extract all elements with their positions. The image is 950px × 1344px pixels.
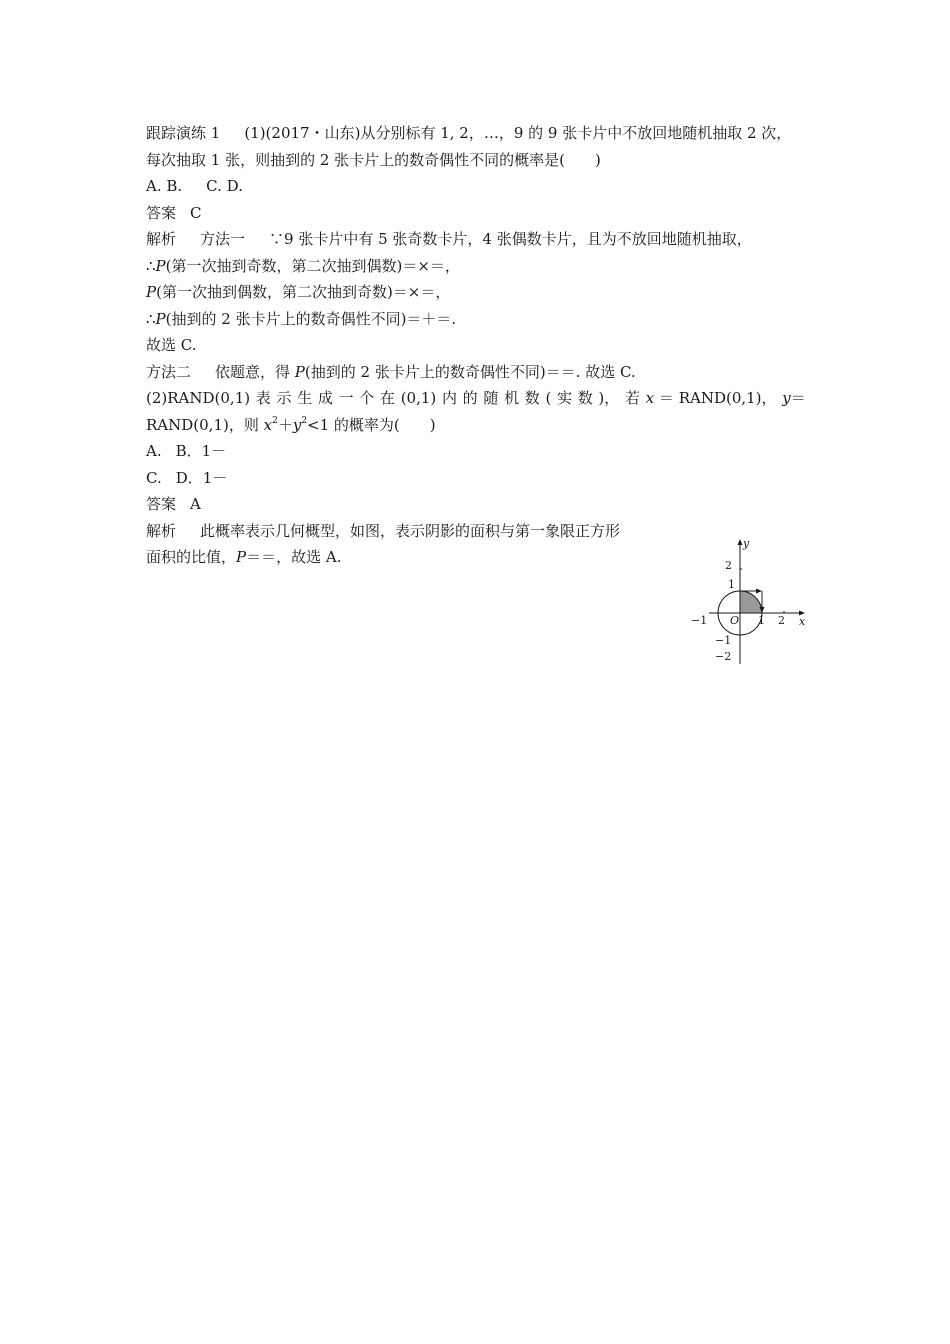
option-cd: C. D. xyxy=(206,177,243,195)
method-label: 方法二 xyxy=(146,362,192,381)
q2-word: 个 xyxy=(359,389,375,407)
q2-word: 成 xyxy=(317,389,333,407)
y-axis-label: y xyxy=(743,537,750,550)
option-b: B．1－ xyxy=(175,442,227,460)
exercise-label: 跟踪演练 1 xyxy=(146,124,221,142)
analysis-1-conclusion: 故选 C. xyxy=(146,336,197,354)
q2-y-eq: ＝ xyxy=(790,389,806,407)
method-label: 方法一 xyxy=(200,230,246,248)
analysis-1-line-4 xyxy=(146,306,826,333)
plus-sign: ＋ xyxy=(277,415,293,434)
option-c: C. xyxy=(146,468,162,487)
q2-word: 在 xyxy=(380,389,396,407)
analysis-1-line-2 xyxy=(146,253,826,280)
option-a: A. xyxy=(146,442,162,460)
option-ab: A. B. xyxy=(146,177,183,195)
q2-word: 若 xyxy=(624,389,640,407)
option-d: D．1－ xyxy=(175,468,228,487)
q2-word: 表 xyxy=(255,389,271,407)
therefore-symbol: ∴ xyxy=(146,256,156,275)
prob-symbol: P xyxy=(146,283,157,301)
question-2-options-ab xyxy=(146,438,826,465)
answer-value: A xyxy=(190,495,201,513)
question-1-options xyxy=(146,173,826,200)
answer-1 xyxy=(146,200,826,227)
prob-symbol: P xyxy=(155,309,166,328)
analysis-text: 此概率表示几何概型，如图，表示阴影的面积与第一象限正方形 xyxy=(200,521,621,540)
q2-text: <1 的概率为( ) xyxy=(307,415,436,434)
q2-word: 的 xyxy=(462,389,478,407)
x-label-1: 1 xyxy=(758,614,765,627)
y-label-1: 1 xyxy=(728,578,735,591)
y-label-neg2: −2 xyxy=(715,650,732,663)
unit-circle-figure xyxy=(691,536,815,666)
y-label-2: 2 xyxy=(725,559,732,572)
formula-text: (第一次抽到偶数，第二次抽到奇数)＝×＝， xyxy=(156,283,451,301)
question-2-line-1 xyxy=(146,385,806,412)
analysis-label: 解析 xyxy=(146,230,177,248)
var-y: y xyxy=(782,389,791,407)
q2-word: 示 xyxy=(276,389,292,407)
q2-word: 数 xyxy=(524,389,540,407)
formula-text: (抽到的 2 张卡片上的数奇偶性不同)＝＝. 故选 C. xyxy=(304,362,636,381)
q2-word: (0,1) xyxy=(400,389,437,407)
analysis-label: 解析 xyxy=(146,521,177,540)
x-label-2: 2 xyxy=(778,614,785,627)
analysis-1-line-3 xyxy=(146,279,826,306)
q2-x-expr xyxy=(646,385,777,412)
q2-x-eq: ＝ RAND(0,1)， xyxy=(658,389,777,407)
q2-word: 一 xyxy=(338,389,354,407)
q2-word: 随 xyxy=(483,389,499,407)
y-label-neg1: −1 xyxy=(715,634,732,647)
answer-label: 答案 xyxy=(146,203,177,222)
var-x: x xyxy=(263,415,273,434)
analysis-text: 面积的比值， xyxy=(146,548,237,566)
q2-word: 实 xyxy=(557,389,573,407)
analysis-1-method-2 xyxy=(146,359,826,386)
exponent: 2 xyxy=(272,415,278,426)
q2-word: (2)RAND(0,1) xyxy=(146,389,251,407)
question-2-line-2 xyxy=(146,412,826,439)
q2-word: 内 xyxy=(441,389,457,407)
q2-word: 生 xyxy=(297,389,313,407)
therefore-symbol: ∴ xyxy=(146,309,156,328)
question-2-options-cd xyxy=(146,465,826,492)
formula-text: (抽到的 2 张卡片上的数奇偶性不同)＝＋＝. xyxy=(165,309,457,328)
prob-symbol: P xyxy=(294,362,305,381)
x-axis-label: x xyxy=(799,615,806,628)
answer-value: C xyxy=(190,203,202,222)
prob-symbol: P xyxy=(236,548,247,566)
question-1-continued: 每次抽取 1 张，则抽到的 2 张卡片上的数奇偶性不同的概率是( ) xyxy=(146,150,601,169)
prob-symbol: P xyxy=(155,256,166,275)
analysis-1-method-1 xyxy=(146,226,826,253)
q2-y-expr xyxy=(782,385,806,412)
q2-text: RAND(0,1)，则 xyxy=(146,415,264,434)
q2-word: ( xyxy=(545,389,552,407)
square-top-arrow-icon xyxy=(756,589,762,594)
y-axis-arrow-icon xyxy=(738,539,743,545)
x-label-neg1: −1 xyxy=(691,614,708,627)
var-x: x xyxy=(645,389,655,407)
exponent: 2 xyxy=(301,415,308,426)
q2-word: 数 xyxy=(577,389,593,407)
analysis-text: ＝＝，故选 A. xyxy=(246,548,342,566)
var-y: y xyxy=(292,415,302,434)
answer-label: 答案 xyxy=(146,495,177,513)
q2-word: 机 xyxy=(504,389,520,407)
formula-text: (第一次抽到奇数，第二次抽到偶数)＝×＝， xyxy=(165,256,460,275)
question-1-text: (1)(2017・山东)从分别标有 1, 2，…，9 的 9 张卡片中不放回地随机抽取 2 次， xyxy=(244,124,792,142)
q2-word: )， xyxy=(598,389,620,407)
exercise-heading-line xyxy=(146,120,826,147)
document-body xyxy=(146,120,826,571)
method-text: 依题意，得 xyxy=(215,362,295,381)
origin-label: O xyxy=(730,614,740,627)
analysis-text: ∵9 张卡片中有 5 张奇数卡片，4 张偶数卡片，且为不放回地随机抽取， xyxy=(269,230,752,248)
answer-2 xyxy=(146,491,826,518)
